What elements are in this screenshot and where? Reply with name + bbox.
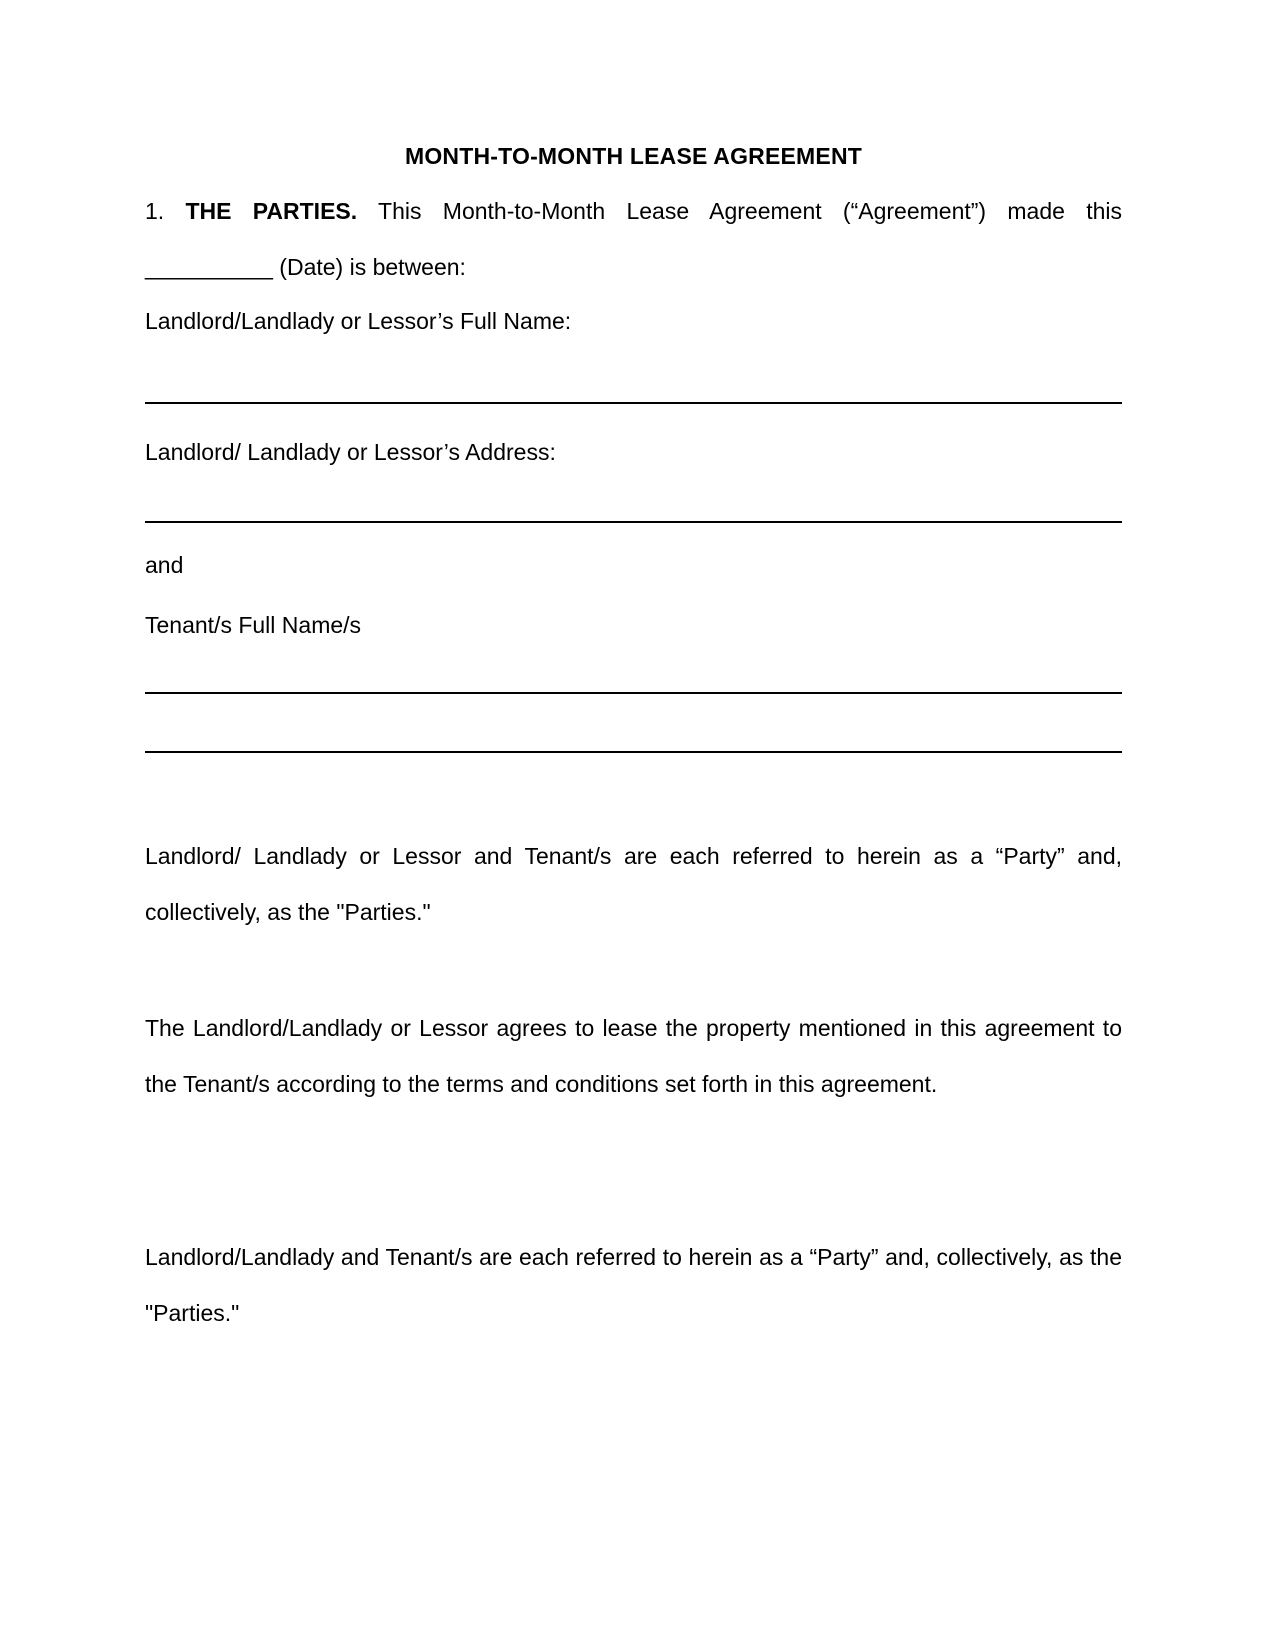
party-definition-2-paragraph: Landlord/Landlady and Tenant/s are each referred to herein as a “Party” and, collectively, as the "Parties." — [145, 1244, 1122, 1326]
landlord-address-fill-line — [145, 521, 1122, 523]
clause-heading: THE PARTIES. — [185, 198, 358, 224]
conjunction-text: and — [145, 552, 184, 578]
party-definition-paragraph: Landlord/ Landlady or Lessor and Tenant/s are each referred to herein as a “Party” and, collectively, as the "Parties." — [145, 843, 1122, 925]
landlord-name-label: Landlord/Landlady or Lessor’s Full Name: — [145, 308, 572, 334]
parties-clause-paragraph — [145, 183, 1122, 295]
tenant-name-fill-line-2 — [145, 751, 1122, 753]
document-title: MONTH-TO-MONTH LEASE AGREEMENT — [404, 143, 863, 169]
lease-grant-paragraph: The Landlord/Landlady or Lessor agrees to lease the property mentioned in this agreement to the Tenant/s according to the terms and conditions set forth in this agreement. — [145, 1015, 1122, 1097]
tenant-name-label: Tenant/s Full Name/s — [145, 612, 362, 638]
landlord-address-label: Landlord/ Landlady or Lessor’s Address: — [145, 439, 556, 465]
landlord-name-fill-line — [145, 402, 1122, 404]
tenant-name-fill-line-1 — [145, 692, 1122, 694]
clause-number: 1. — [145, 198, 165, 224]
clause-body-text: This Month-to-Month Lease Agreement (“Agreement”) made this __________ (Date) is between: — [145, 198, 1122, 280]
